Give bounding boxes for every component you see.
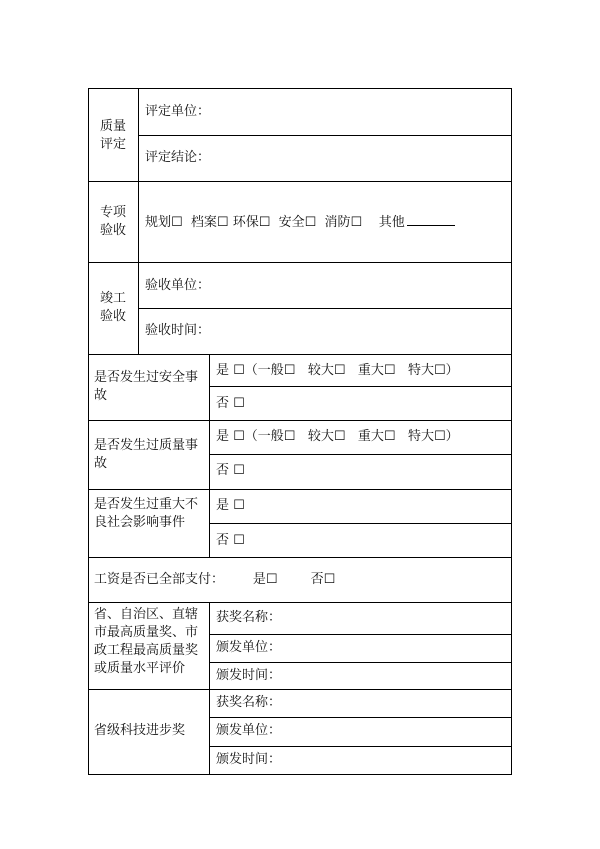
wages-paid-text: 工资是否已全部支付： 是☐ 否☐: [94, 572, 336, 587]
table-border-bottom: [88, 774, 512, 775]
divider: [209, 746, 512, 747]
completion-unit-label: 验收单位：: [145, 278, 211, 293]
table-border-left: [88, 88, 89, 775]
divider: [209, 523, 512, 524]
divider: [209, 354, 210, 558]
divider: [88, 420, 512, 421]
quality-yes-options: 是 ☐（一般☐ 较大☐ 重大☐ 特大☐）: [216, 429, 459, 444]
special-items-text: 规划☐ 档案☐ 环保☐ 安全☐ 消防☐ 其他: [145, 215, 405, 230]
divider: [88, 689, 512, 690]
divider: [209, 634, 512, 635]
divider: [209, 662, 512, 663]
divider: [138, 135, 512, 136]
quality-section-label: 质量 评定: [99, 119, 126, 152]
divider: [88, 181, 512, 182]
provincial-award-time-label: 颁发时间：: [216, 668, 282, 683]
divider: [209, 602, 210, 774]
tech-award-unit-label: 颁发单位：: [216, 723, 282, 738]
quality-no-option: 否 ☐: [216, 463, 245, 478]
divider: [88, 602, 512, 603]
safety-accident-label: 是否发生过安全事故: [94, 370, 199, 403]
provincial-award-label: 省、自治区、直辖市最高质量奖、市政工程最高质量奖或质量水平评价: [94, 607, 199, 676]
completion-section-label: 竣工 验收: [99, 291, 126, 324]
divider: [209, 386, 512, 387]
divider: [209, 454, 512, 455]
tech-award-time-label: 颁发时间：: [216, 752, 282, 767]
social-no-option: 否 ☐: [216, 533, 245, 548]
special-items: [145, 213, 455, 232]
divider: [88, 262, 512, 263]
special-section-label: 专项 验收: [99, 205, 126, 238]
other-blank: [407, 213, 455, 226]
divider: [88, 354, 512, 355]
tech-award-name-label: 获奖名称：: [216, 695, 282, 710]
provincial-award-unit-label: 颁发单位：: [216, 640, 282, 655]
divider: [138, 308, 512, 309]
divider: [88, 557, 512, 558]
safety-yes-options: 是 ☐（一般☐ 较大☐ 重大☐ 特大☐）: [216, 363, 459, 378]
table-border-right: [511, 88, 512, 775]
provincial-award-name-label: 获奖名称：: [216, 610, 282, 625]
table-border-top: [88, 88, 512, 89]
social-yes-option: 是 ☐: [216, 498, 245, 513]
divider: [88, 489, 512, 490]
completion-time-label: 验收时间：: [145, 323, 211, 338]
tech-award-label: 省级科技进步奖: [94, 723, 186, 738]
quality-accident-label: 是否发生过质量事故: [94, 438, 199, 471]
social-event-label: 是否发生过重大不良社会影响事件: [94, 497, 199, 530]
divider: [209, 717, 512, 718]
quality-unit-label: 评定单位：: [145, 104, 211, 119]
safety-no-option: 否 ☐: [216, 396, 245, 411]
divider: [138, 88, 139, 355]
quality-conclusion-label: 评定结论：: [145, 150, 211, 165]
